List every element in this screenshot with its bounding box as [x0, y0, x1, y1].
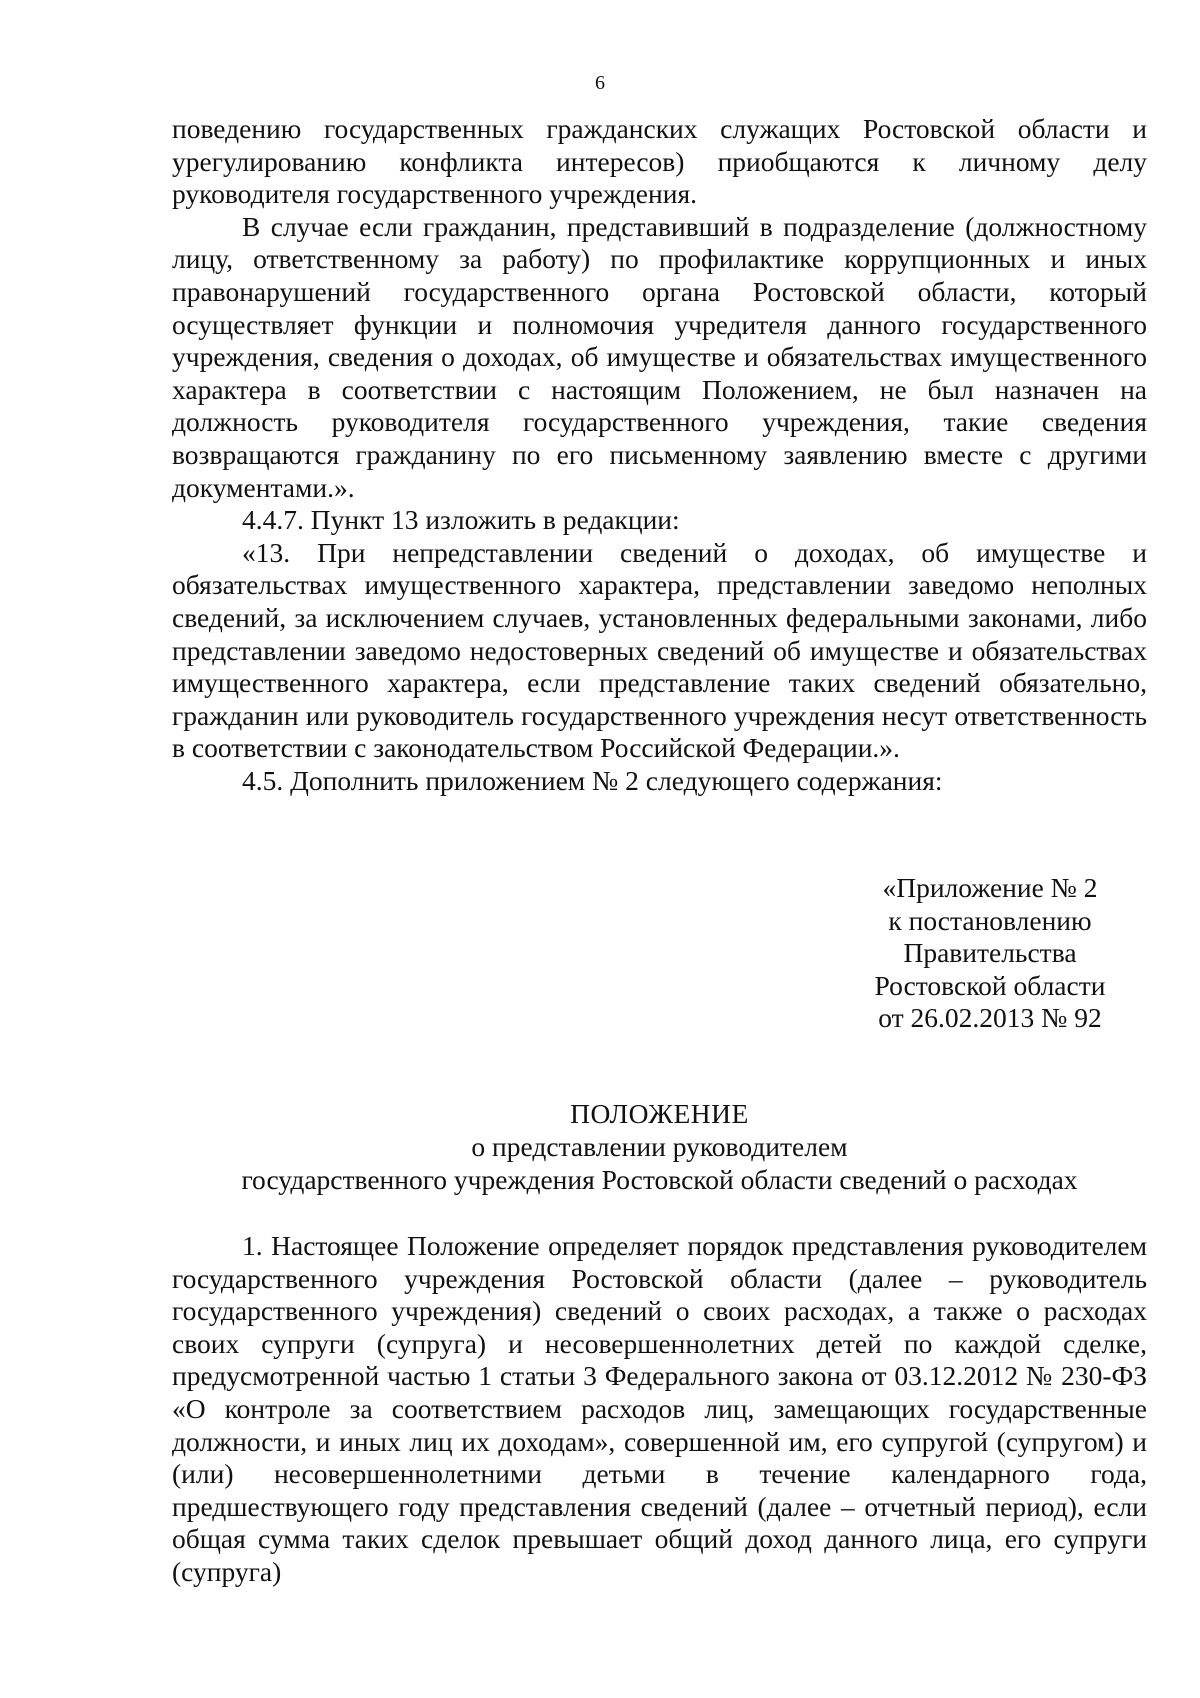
appendix-header [840, 872, 1140, 1035]
body-text-top [172, 113, 1147, 797]
body-text-bottom [172, 1230, 1147, 1589]
appendix-line-3: Правительства [903, 937, 1077, 968]
page-number: 6 [595, 72, 605, 94]
document-title [172, 1097, 1147, 1196]
paragraph-continuation: поведению государственных гражданских служащих Ростовской области и урегулированию конфликта интересов) приобщаются к личному делу руководителя государственного учреждения. [172, 113, 1147, 210]
appendix-line-5: от 26.02.2013 № 92 [878, 1002, 1102, 1033]
paragraph-return-of-documents: В случае если гражданин, представивший в подразделение (должностному лицу, ответственному за работу) по профилактике коррупционных и иных правонарушений государственного органа Ростовской области, который осуществляет функции и полномочия учредителя данного государственного учреждения, сведения о доходах, об имуществе и обязательствах имущественного характера в соответствии с настоящим Положением, не был назначен на должность руководителя государственного учреждения, такие сведения возвращаются гражданину по его письменному заявлению вместе с другими документами.». [172, 210, 1147, 503]
appendix-line-2: к постановлению [888, 904, 1092, 936]
paragraph-item-4-5: 4.5. Дополнить приложением № 2 следующего содержания: [242, 764, 943, 796]
appendix-line-1: «Приложение № 2 [882, 872, 1098, 903]
appendix-line-4: Ростовской области [874, 969, 1106, 1001]
title-subtitle-2: государственного учреждения Ростовской области сведений о расходах [241, 1164, 1078, 1195]
title-main: ПОЛОЖЕНИЕ [570, 1098, 749, 1129]
paragraph-item-13: «13. При непредставлении сведений о доходах, об имуществе и обязательствах имущественного характера, представлении заведомо неполных сведений, за исключением случаев, установленных федеральными законами, либо представлении заведомо недостоверных сведений об имуществе и обязательствах имущественного характера, если представление таких сведений обязательно, гражданин или руководитель государственного учреждения несут ответственность в соответствии с законодательством Российской Федерации.». [172, 536, 1147, 764]
paragraph-point-1: 1. Настоящее Положение определяет порядок представления руководителем государственного учреждения Ростовской области (далее – руководитель государственного учреждения) сведений о своих расходах, а также о расходах своих супруги (супруга) и несовершеннолетних детей по каждой сделке, предусмотренной частью 1 статьи 3 Федерального закона от 03.12.2012 № 230-ФЗ «О контроле за соответствием расходов лиц, замещающих государственные должности, и иных лиц их доходам», совершенной им, его супругой (супругом) и (или) несовершеннолетними детьми в течение календарного года, предшествующего году представления сведений (далее – отчетный период), если общая сумма таких сделок превышает общий доход данного лица, его супруги (супруга) [172, 1230, 1147, 1587]
paragraph-item-4-4-7: 4.4.7. Пункт 13 изложить в редакции: [242, 504, 680, 536]
title-subtitle-1: о представлении руководителем [471, 1131, 848, 1162]
